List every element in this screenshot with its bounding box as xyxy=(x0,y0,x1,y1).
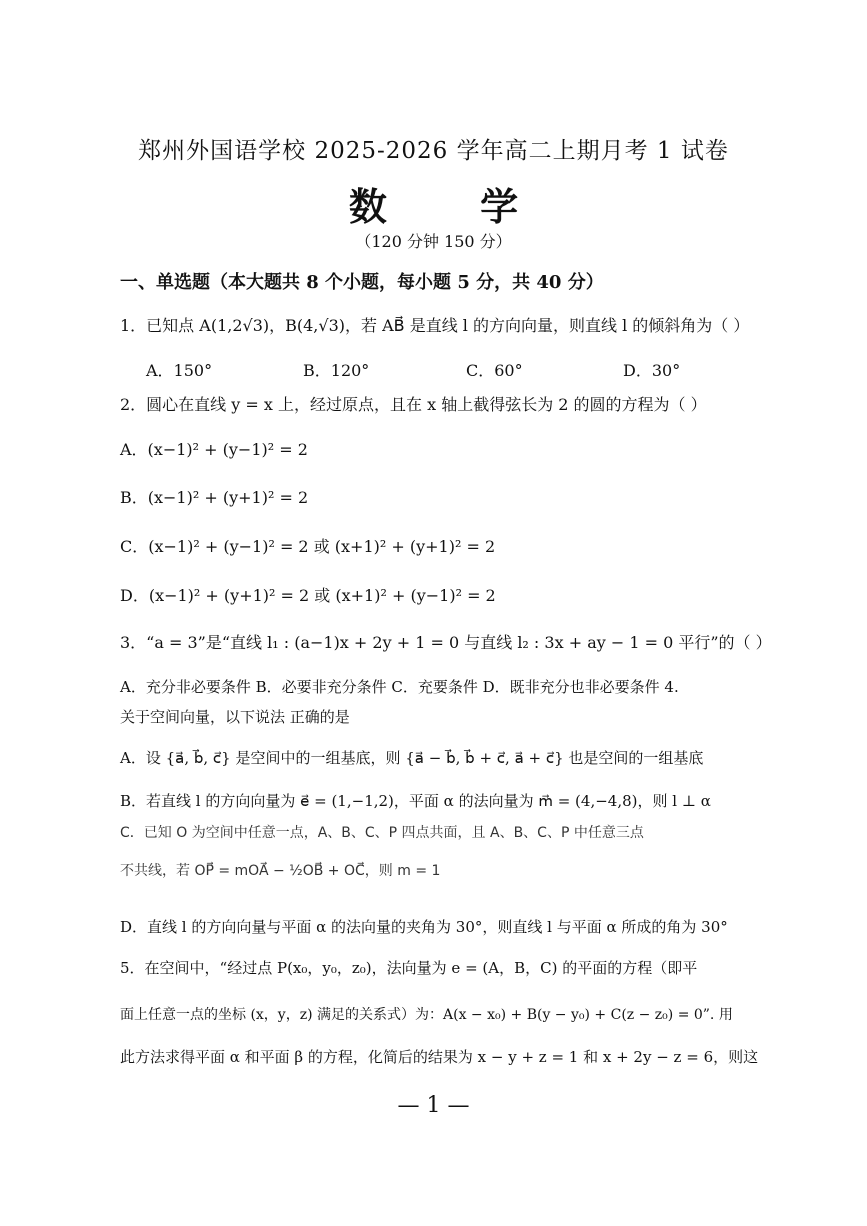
q3-options: A．充分非必要条件 B．必要非充分条件 C．充要条件 D．既非充分也非必要条件 4. xyxy=(120,678,679,696)
question-5-line-1: 5．在空间中，“经过点 P(x₀，y₀，z₀)，法向量为 e = (A，B，C) 的平面的方程（即平 xyxy=(120,959,698,977)
question-3-stem: 3．“a = 3”是“直线 l₁ : (a−1)x + 2y + 1 = 0 与直线 l₂ : 3x + ay − 1 = 0 平行”的（ ） xyxy=(120,633,772,652)
q1-option-d: D．30° xyxy=(623,361,681,380)
question-1-stem: 1．已知点 A(1,2√3)，B(4,√3)，若 AB⃗ 是直线 l 的方向向量，则直线 l 的倾斜角为（ ） xyxy=(120,316,750,335)
q4-option-a: A．设 {a⃗, b⃗, c⃗} 是空间中的一组基底，则 {a⃗ − b⃗, b⃗ + c⃗, a⃗ + c⃗} 也是空间的一组基底 xyxy=(120,749,704,767)
q4-option-c-line1: C．已知 O 为空间中任意一点，A、B、C、P 四点共面，且 A、B、C、P 中任意三点 xyxy=(120,825,644,841)
q1-option-c: C．60° xyxy=(466,361,523,380)
q1-option-b: B．120° xyxy=(303,361,370,380)
q4-option-b: B．若直线 l 的方向向量为 e⃗ = (1,−1,2)，平面 α 的法向量为 m⃗ = (4,−4,8)，则 l ⊥ α xyxy=(120,792,711,810)
page-number: — 1 — xyxy=(397,1093,470,1118)
question-2-stem: 2．圆心在直线 y = x 上，经过原点，且在 x 轴上截得弦长为 2 的圆的方程为（ ） xyxy=(120,395,707,414)
q4-option-c-line2: 不共线，若 OP⃗ = mOA⃗ − ½OB⃗ + OC⃗，则 m = 1 xyxy=(120,863,441,879)
q2-option-d: D．(x−1)² + (y+1)² = 2 或 (x+1)² + (y−1)² = 2 xyxy=(120,586,496,605)
q2-option-c: C．(x−1)² + (y−1)² = 2 或 (x+1)² + (y+1)² = 2 xyxy=(120,537,496,556)
q1-option-a: A．150° xyxy=(146,361,213,380)
q2-option-a: A．(x−1)² + (y−1)² = 2 xyxy=(120,440,308,459)
subject-heading: 数 学 xyxy=(348,184,559,229)
question-4-stem: 关于空间向量，以下说法 正确的是 xyxy=(120,708,350,726)
q4-option-d: D．直线 l 的方向向量与平面 α 的法向量的夹角为 30°，则直线 l 与平面 α 所成的角为 30° xyxy=(120,918,728,936)
section-heading: 一、单选题（本大题共 8 个小题，每小题 5 分，共 40 分） xyxy=(120,272,604,293)
exam-duration: （120 分钟 150 分） xyxy=(355,232,512,251)
exam-title: 郑州外国语学校 2025-2026 学年高二上期月考 1 试卷 xyxy=(138,138,729,164)
q2-option-b: B．(x−1)² + (y+1)² = 2 xyxy=(120,488,309,507)
question-5-line-2: 面上任意一点的坐标 (x，y，z) 满足的关系式）为：A(x − x₀) + B(y − y₀) + C(z − z₀) = 0”. 用 xyxy=(120,1007,733,1023)
question-5-line-3: 此方法求得平面 α 和平面 β 的方程，化简后的结果为 x − y + z = 1 和 x + 2y − z = 6，则这 xyxy=(120,1048,759,1066)
